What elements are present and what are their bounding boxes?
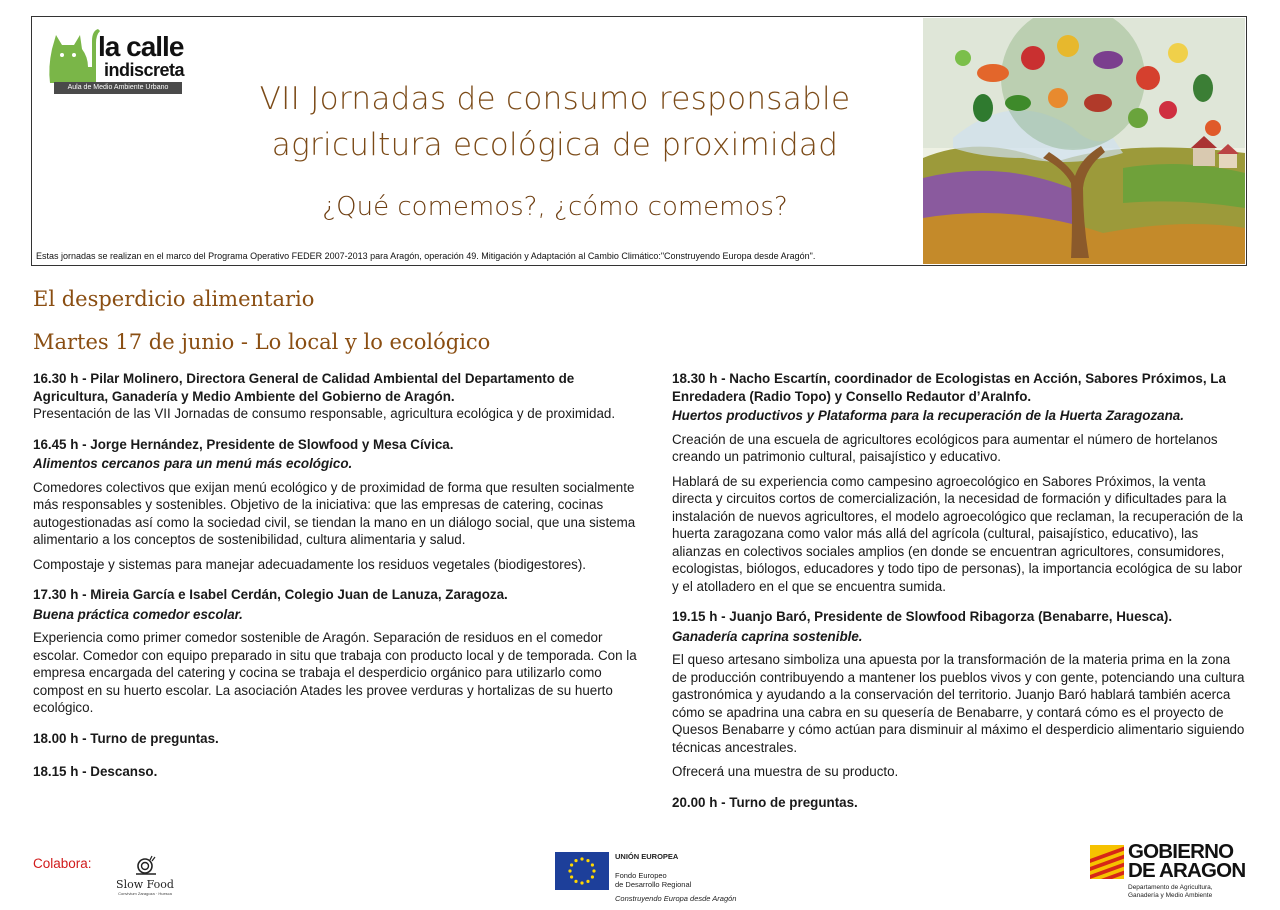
program-entry — [33, 586, 638, 717]
header-banner — [31, 16, 1247, 266]
eu-feder-logo — [555, 852, 745, 907]
program-entry — [672, 370, 1247, 595]
entry-description: Hablará de su experiencia como campesino agroecológico en Sabores Próximos, la venta directa y circuitos cortos de comercialización, la necesidad de formación y dificultades para la instalación de nuevos agricultores, el modelo agroecológico que reclaman, la recuperación de la huerta zaragozana como valor más allá del agrícola (cultural, paisajístico, educativo), las alianzas en colectivos sociales amplios (en donde se encuentran agricultores, consumidores, ecologistas, biólogos, educadores y todo tipo de personas), la importancia ecológica de su labor y el atolladero en el que se encuentra sumida. — [672, 473, 1243, 594]
eu-fund-line-1: Fondo Europeo — [615, 871, 667, 880]
entry-talk-title: Buena práctica comedor escolar. — [33, 606, 243, 622]
entry-description: El queso artesano simboliza una apuesta por la transformación de la materia prima en la zona de producción contribuyendo a mantener los pueblos vivos y con gente, potenciando una cultura gastronómica y ayudando a la conservación del territorio. Juanjo Baró hablará también acerca cómo se apadrina una cabra en su quesería de Benabarre, y contará cómo es el proyecto de Quesos Benabarre y cómo actúan para disminuir al máximo el desperdicio alimentario siguiendo técnicas ancestrales. — [672, 652, 1245, 755]
eu-flag-icon — [555, 852, 609, 890]
day-title: Martes 17 de junio - Lo local y lo ecológico — [33, 330, 491, 354]
program-right-column — [672, 370, 1247, 827]
artwork-tree-illustration — [923, 18, 1245, 264]
slowfood-name: Slow Food — [116, 878, 174, 891]
eu-fund-line-2: de Desarrollo Regional — [615, 880, 692, 889]
section-title: El desperdicio alimentario — [33, 287, 315, 311]
slowfood-subtitle: Convivium Zaragoza · Huesca — [118, 891, 172, 896]
gobierno-dept-line-1: Departamento de Agricultura, — [1128, 884, 1213, 891]
eu-motto: Construyendo Europa desde Aragón — [615, 894, 737, 903]
program-entry — [33, 370, 638, 423]
entry-description: Comedores colectivos que exijan menú ecológico y de proximidad de forma que resulten socialmente más responsables y sostenibles. Objetivo de la iniciativa: que las empresas de catering, cocinas autogestionadas así como la sociedad civil, se tiendan la mano en un diálogo social, que una sistema alimentario a los conceptos de sostenibilidad, cultura alimentaria y salud. — [33, 479, 636, 547]
entry-talk-title: Ganadería caprina sostenible. — [672, 628, 863, 644]
logo-text-indiscreta: indiscreta — [104, 60, 185, 80]
gobierno-name — [1128, 842, 1245, 880]
entry-speaker: 18.30 h - Nacho Escartín, coordinador de Ecologistas en Acción, Sabores Próximos, La Enredadera (Radio Topo) y Consello Redautor d’AraInfo. — [672, 371, 1226, 404]
entry-description: Experiencia como primer comedor sostenible de Aragón. Separación de residuos en el comedor escolar. Comedor con equipo preparado in situ que trabaja con producto local y de temporada. Con la empresa encargada del catering y cocina se trabaja el desperdicio orgánico para utilizarlo como compost en su huerto escolar. La asociación Atades les provee verduras y hortalizas de su huerto ecológico. — [33, 630, 637, 715]
logo-subtitle: Aula de Medio Ambiente Urbano — [54, 82, 182, 94]
entry-description: Compostaje y sistemas para manejar adecuadamente los residuos vegetales (biodigestores). — [33, 556, 587, 572]
aragon-flag-icon — [1090, 845, 1124, 879]
gobierno-de-aragon-logo — [1090, 842, 1260, 904]
gobierno-dept-line-2: Ganadería y Medio Ambiente — [1128, 891, 1213, 899]
gobierno-department — [1128, 884, 1213, 899]
logo-text-la-calle: la calle — [98, 31, 184, 62]
eu-fund-name — [615, 871, 691, 889]
event-subtitle-question: ¿Qué comemos?, ¿cómo comemos? — [322, 192, 788, 222]
entry-description: Creación de una escuela de agricultores ecológicos para aumentar el número de hortelanos creando un patrimonio cultural, paisajístico y educativo. — [672, 431, 1218, 464]
program-entry — [33, 436, 638, 574]
entry-talk-title: Alimentos cercanos para un menú más ecológico. — [33, 456, 353, 471]
colabora-label: Colabora: — [33, 856, 92, 871]
entry-description: Presentación de las VII Jornadas de consumo responsable, agricultura ecológica y de proximidad. — [33, 406, 616, 421]
entry-break: 18.15 h - Descanso. — [33, 764, 158, 779]
la-calle-indiscreta-logo — [44, 27, 184, 107]
event-title-line-1: VII Jornadas de consumo responsable — [259, 81, 851, 117]
entry-questions: 20.00 h - Turno de preguntas. — [672, 794, 858, 810]
gobierno-name-line-2: DE ARAGON — [1128, 859, 1246, 882]
entry-speaker: 16.30 h - Pilar Molinero, Directora General de Calidad Ambiental del Departamento de Agricultura, Ganadería y Medio Ambiente del Gobierno de Aragón. — [33, 371, 575, 404]
feder-program-note: Estas jornadas se realizan en el marco del Programa Operativo FEDER 2007-2013 para Aragón, operación 49. Mitigación y Adaptación al Cambio Climático:"Construyendo Europa desde Aragón". — [36, 251, 816, 261]
slowfood-logo — [115, 855, 175, 905]
eu-title: UNIÓN EUROPEA — [615, 852, 679, 861]
entry-speaker: 17.30 h - Mireia García e Isabel Cerdán, Colegio Juan de Lanuza, Zaragoza. — [33, 587, 508, 602]
entry-talk-title: Huertos productivos y Plataforma para la recuperación de la Huerta Zaragozana. — [672, 408, 1184, 423]
snail-icon — [130, 855, 160, 877]
gobierno-name-line-1: GOBIERNO — [1128, 840, 1234, 863]
program-entry — [672, 608, 1247, 781]
entry-questions: 18.00 h - Turno de preguntas. — [33, 730, 219, 746]
program-left-column — [33, 370, 638, 797]
entry-description: Ofrecerá una muestra de su producto. — [672, 764, 899, 779]
entry-speaker: 19.15 h - Juanjo Baró, Presidente de Slowfood Ribagorza (Benabarre, Huesca). — [672, 609, 1173, 624]
event-title-line-2: agricultura ecológica de proximidad — [271, 127, 839, 163]
entry-speaker: 16.45 h - Jorge Hernández, Presidente de Slowfood y Mesa Cívica. — [33, 436, 454, 452]
